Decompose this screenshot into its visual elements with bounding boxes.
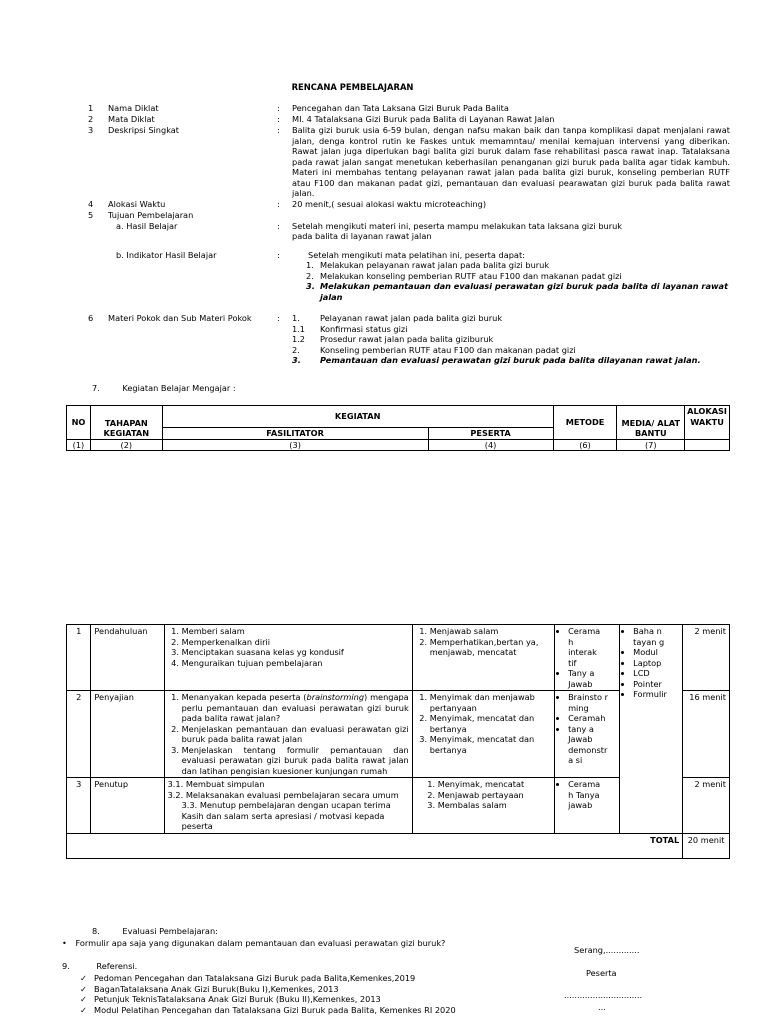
colon: : [277,198,280,209]
total-label: TOTAL [67,833,683,858]
row-waktu: 16 menit [683,691,730,778]
materi-list [292,313,730,366]
signature-place: Serang,............. [574,945,640,955]
signature-line: .............................. [564,990,643,1000]
list-item: ✓ BaganTatalaksana Anak Gizi Buruk(Buku I),Kemenkes, 2013 [80,984,456,995]
list-item: ✓ Modul Pelatihan Pencegahan dan Tatalaksana Gizi Buruk pada Balita, Kemenkes RI 2020 [80,1005,456,1016]
item-row [80,125,730,199]
colon: : [277,114,280,124]
page-title: RENCANA PEMBELAJARAN [291,82,414,92]
bullet-icon: • [62,938,67,948]
list-item: 1. Melakukan pelayanan rawat jalan pada balita gizi buruk [306,260,550,270]
indikator-intro: Setelah mengikuti mata pelatihan ini, peserta dapat: [308,249,525,260]
hasil-belajar-row [80,221,730,242]
item-row [80,114,730,125]
row-peserta: 1. Menjawab salam 2. Memperhatikan,bertan ya, menjawab, mencatat [412,625,554,691]
row-peserta: 1. Menyimak dan menjawab pertanyaan 2. Menyimak, mencatat dan bertanya 3. Menyimak, mencatat dan bertanya [412,691,554,778]
item-label: Deskripsi Singkat [108,125,180,135]
tujuan-row [80,210,730,221]
item-label: Alokasi Waktu [108,198,166,209]
row-waktu: 2 menit [683,778,730,834]
list-item: 1. Pelayanan rawat jalan pada balita gizi buruk [292,313,503,323]
row-no: 1 [67,625,91,691]
header-tahapan: TAHAPAN KEGIATAN [90,406,162,440]
item-label: Tujuan Pembelajaran [108,209,194,220]
evaluasi-heading: 8. Evaluasi Pembelajaran: [92,926,218,936]
row-media: • Baha n tayan g • Modul • Laptop • LCD • Pointer • Formulir [620,625,683,834]
indikator-label: b. Indikator Hasil Belajar [116,249,217,260]
hasil-belajar-label: a. Hasil Belajar [116,220,178,231]
col-index [685,439,730,451]
item-value: Balita gizi buruk usia 6-59 bulan, dengan nafsu makan baik dan tanpa komplikasi dapat menjalani rawat jalan, denga kontrol rutin ke Faskes untuk memamntau/ menilai kemajuan intervensi yang diberikan. Rawat jalan juga diperlukan bagi balita gizi buruk dalam fase rehabilitasi pasca rawat inap. Tatalaksana pada rawat jalan sangat menetukan keberhasilan penanganan gizi buruk pada balita agar tidak kambuh. Materi ini membahas tentang pelayanan rawat jalan pada balita gizi buruk, konseling pemberian RUTF atau F100 dan makanan padat gizi, pemantauan dan evaluasi pearawatan gizi buruk pada balita rawat jalan. [292,125,730,198]
item-number: 2 [88,114,94,124]
row-waktu: 2 menit [683,625,730,691]
hasil-belajar-value: Setelah mengikuti materi ini, peserta mampu melakukan tata laksana gizi buruk pada balita di layanan rawat jalan [292,220,623,241]
signature-role: Peserta [586,968,617,978]
header-items [80,103,730,302]
header-kegiatan: KEGIATAN [162,406,553,428]
item-number: 4 [88,198,94,209]
item-row [80,199,730,210]
list-item: 1.2 Prosedur rawat jalan pada balita giziburuk [292,334,494,344]
list-item: 3. Melakukan pemantauan dan evaluasi perawatan gizi buruk pada balita di layanan rawat jalan [306,281,728,302]
referensi-list [80,973,456,1015]
row-metode: • Brainsto r ming • Ceramah • tany a Jawab demonstr a si [555,691,620,778]
colon: : [277,125,280,135]
table-row [67,625,730,691]
colon: : [277,103,280,113]
item-number: 1 [88,103,94,113]
item-label: Mata Diklat [108,114,155,124]
header-peserta: PESERTA [428,428,553,440]
indikator-list [306,260,730,302]
indikator-row [80,250,730,303]
referensi-heading: 9. Referensi. [62,961,138,971]
item-value: 20 menit,( sesuai alokasi waktu microteaching) [292,198,487,209]
activity-table [66,624,730,859]
row-metode: • Cerama h Tanya jawab [555,778,620,834]
row-fasilitator: 3.1. Membuat simpulan 3.2. Melaksanakan evaluasi pembelajaran secara umum 3.3. Menutup pembelajaran dengan ucapan terima Kasih dan salam serta apresiasi / motvasi kepada peserta [164,778,412,834]
header-no: NO [67,406,91,440]
item-number: 5 [88,209,94,220]
evaluasi-item: • Formulir apa saja yang digunakan dalam pemantauan dan evaluasi perawatan gizi buruk? [62,938,446,948]
col-index: (4) [428,439,553,451]
col-index: (7) [617,439,685,451]
colon: : [277,249,280,260]
item-number: 6 [88,313,94,323]
item-label: Materi Pokok dan Sub Materi Pokok [108,313,252,323]
col-index: (6) [553,439,617,451]
list-item: 1.1 Konfirmasi status gizi [292,323,408,334]
row-fasilitator: 1. Memberi salam 2. Memperkenalkan dirii 3. Menciptakan suasana kelas yg kondusif 4. Menguraikan tujuan pembelajaran [164,625,412,691]
list-item: ✓ Petunjuk TeknisTatalaksana Anak Gizi Buruk (Buku II),Kemenkes, 2013 [80,994,456,1005]
item-value: MI. 4 Tatalaksana Gizi Buruk pada Balita di Layanan Rawat Jalan [292,114,555,124]
row-tahapan: Pendahuluan [91,625,164,691]
activity-table-header [66,405,730,451]
item-value: Pencegahan dan Tata Laksana Gizi Buruk Pada Balita [292,103,509,113]
total-row [67,833,730,858]
signature-line-2: ... [598,1002,606,1012]
list-item: 3. Pemantauan dan evaluasi perawatan gizi buruk pada balita dilayanan rawat jalan. [292,355,701,365]
kegiatan-heading: 7. Kegiatan Belajar Mengajar : [92,383,236,393]
header-fasilitator: FASILITATOR [162,428,428,440]
row-metode: • Cerama h interak tif • Tany a Jawab [555,625,620,691]
total-value: 20 menit [683,833,730,858]
item-row [80,103,730,114]
colon: : [277,220,280,231]
colon: : [277,313,280,323]
col-index: (1) [67,439,91,451]
item-number: 3 [88,125,94,135]
row-no: 2 [67,691,91,778]
col-index: (3) [162,439,428,451]
row-peserta: 1. Menyimak, mencatat 2. Menjawab pertayaan 3. Membalas salam [412,778,554,834]
item-label: Nama Diklat [108,103,159,113]
materi-section [80,313,730,366]
list-item: 2. Konseling pemberian RUTF atau F100 dan makanan padat gizi [292,344,576,355]
row-no: 3 [67,778,91,834]
list-item: 2. Melakukan konseling pemberian RUTF atau F100 dan makanan padat gizi [306,270,622,281]
row-tahapan: Penutup [91,778,164,834]
header-metode: METODE [553,406,617,440]
materi-row [80,313,730,366]
list-item: ✓ Pedoman Pencegahan dan Tatalaksana Gizi Buruk pada Balita,Kemenkes,2019 [80,973,456,984]
header-media: MEDIA/ ALAT BANTU [617,406,685,440]
row-fasilitator: 1. Menanyakan kepada peserta (brainstorming) mengapa perlu pemantauan dan evaluasi perawatan gizi buruk pada balita rawat jalan? 2. Menjelaskan pemantauan dan evaluasi perawatan gizi buruk pada balita rawat jalan 3. Menjelaskan tentang formulir pemantauan dan evaluasi perawatan gizi buruk pada balita rawat jalan dan latihan pengisian kuesioner kunjungan rumah [164,691,412,778]
header-alokasi: ALOKASI WAKTU [685,406,730,440]
col-index: (2) [90,439,162,451]
row-tahapan: Penyajian [91,691,164,778]
